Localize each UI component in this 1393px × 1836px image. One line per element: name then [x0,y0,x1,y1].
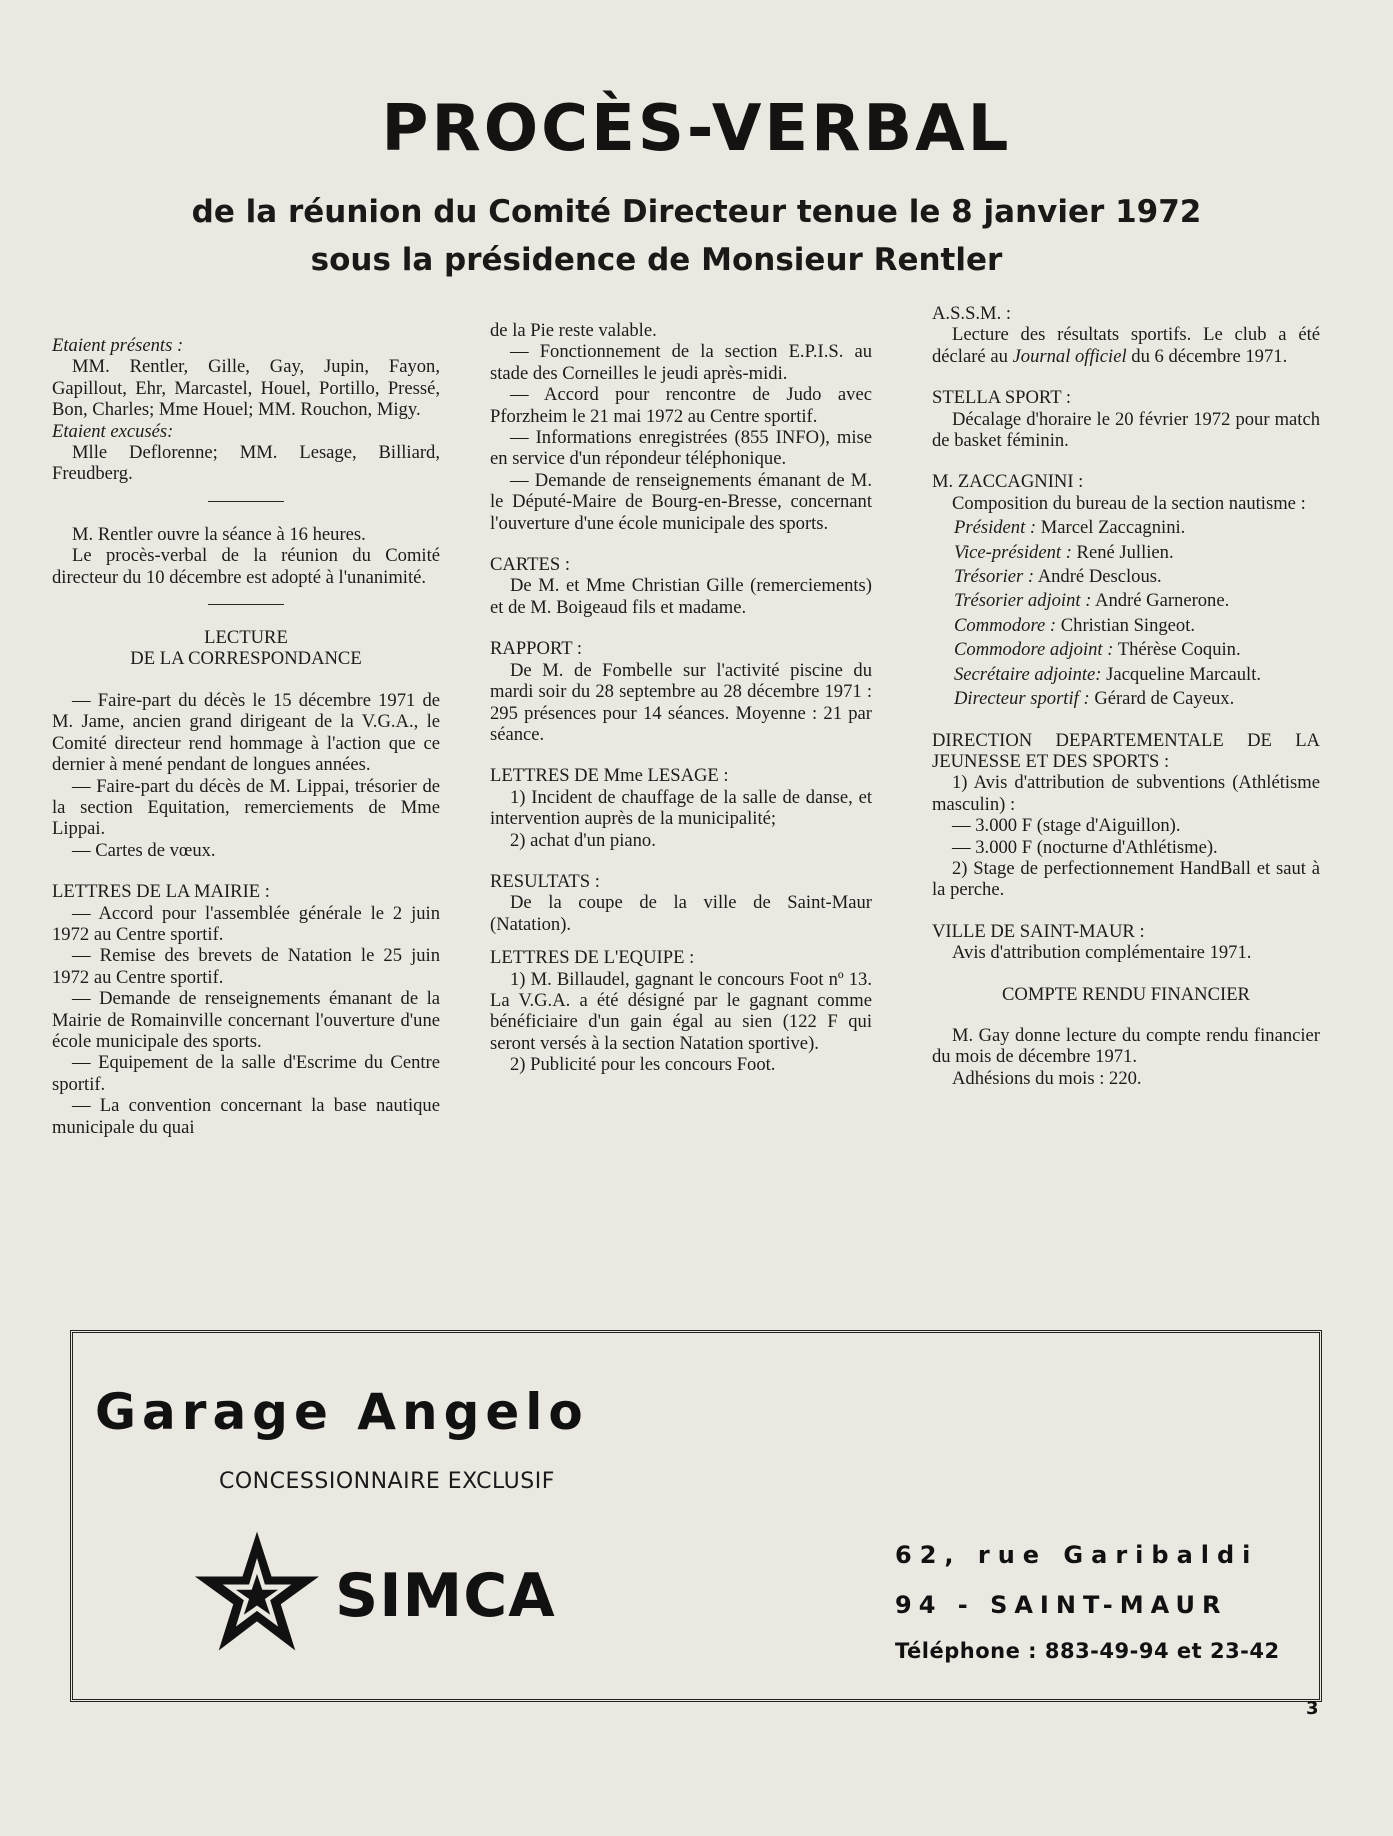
page-title: PROCÈS-VERBAL [381,92,1012,166]
paragraph: De la coupe de la ville de Saint-Maur (Natation). [490,892,872,935]
section-heading: VILLE DE SAINT-MAUR : [932,920,1145,942]
paragraph: — Fonctionnement de la section E.P.I.S. au stade des Corneilles le jeudi après-midi. [490,341,872,384]
role-holder: René Jullien. [1076,541,1174,563]
role-title: Président : [954,517,1037,539]
paragraph: — Informations enregistrées (855 INFO), mise en service d'un répondeur téléphonique. [490,427,872,470]
paragraph: — Accord pour rencontre de Judo avec Pforzheim le 21 mai 1972 au Centre sportif. [490,384,872,427]
bureau-role-item [932,639,1320,660]
paragraph: — Demande de renseignements émanant de M. le Député-Maire de Bourg-en-Bresse, concernant l'ouverture d'une école municipale des sports. [490,469,872,534]
paragraph: de la Pie reste valable. [490,320,657,341]
paragraph: — Faire-part du décès de M. Lippai, trésorier de la section Equitation, remerciements de Mme Lippai. [52,775,440,840]
paragraph: 1) Incident de chauffage de la salle de danse, et intervention auprès de la municipalité; [490,786,872,830]
paragraph: Adhésions du mois : 220. [952,1067,1142,1089]
page-subtitle-2: sous la présidence de Monsieur Rentler [310,242,1003,278]
simca-star-icon [191,1529,323,1661]
paragraph: De M. de Fombelle sur l'activité piscine du mardi soir du 28 septembre au 28 décembre 1971 : 295 présences pour 14 séances. Moyenne : 21 par séance. [490,659,872,745]
paragraph: 1) Avis d'attribution de subventions (Athlétisme masculin) : [932,772,1320,815]
journal-officiel: Journal officiel [1012,345,1127,367]
excuses-text: Mlle Deflorenne; MM. Lesage, Billiard, Freudberg. [52,442,440,485]
role-title: Vice-président : [954,541,1072,563]
paragraph: — La convention concernant la base nautique municipale du quai [52,1095,440,1138]
section-heading: STELLA SPORT : [932,387,1072,409]
role-holder: Jacqueline Marcault. [1106,663,1262,685]
bureau-roles [932,517,1320,709]
section-heading: LETTRES DE LA MAIRIE : [52,881,270,903]
section-heading: DE LA CORRESPONDANCE [130,648,362,670]
paragraph: — Accord pour l'assemblée générale le 2 juin 1972 au Centre sportif. [52,902,440,945]
paragraph: — Demande de renseignements émanant de la Mairie de Romainville concernant l'ouverture d'une école municipale des sports. [52,988,440,1052]
presents-text: MM. Rentler, Gille, Gay, Jupin, Fayon, Gapillout, Ehr, Marcastel, Houel, Portillo, Pressé, Bon, Charles; Mme Houel; MM. Rouchon, Migy. [52,356,440,421]
section-heading: DIRECTION DEPARTEMENTALE DE LA JEUNESSE ET DES SPORTS : [932,729,1320,772]
role-holder: André Desclous. [1037,566,1162,588]
ad-phone: Téléphone : 883-49-94 et 23-42 [895,1639,1280,1663]
page-number: 3 [1306,1698,1319,1719]
bureau-role-item [932,664,1320,685]
section-heading: M. ZACCAGNINI : [932,471,1084,493]
section-heading: LETTRES DE Mme LESAGE : [490,765,729,787]
bureau-role-item [932,566,1320,587]
column-3 [932,303,1320,1089]
garage-advertisement [70,1330,1322,1702]
paragraph: Avis d'attribution complémentaire 1971. [952,942,1252,964]
excuses-label: Etaient excusés: [52,420,174,442]
role-holder: Christian Singeot. [1060,614,1196,636]
ad-address-city: 94 - SAINT-MAUR [895,1591,1228,1619]
pv-text: Le procès-verbal de la réunion du Comité directeur du 10 décembre est adopté à l'unanimité. [52,545,440,588]
role-holder: Marcel Zaccagnini. [1040,517,1186,539]
section-heading: LECTURE [204,627,288,649]
bureau-role-item [932,688,1320,709]
section-heading: RESULTATS : [490,870,600,892]
bureau-role-item [932,517,1320,538]
column-2 [490,320,872,1076]
bureau-role-item [932,615,1320,636]
section-heading: A.S.S.M. : [932,303,1012,324]
paragraph: — 3.000 F (nocturne d'Athlétisme). [952,836,1218,858]
ouverture-text: M. Rentler ouvre la séance à 16 heures. [72,523,366,545]
presents-label: Etaient présents : [52,335,184,356]
paragraph: 2) achat d'un piano. [510,829,656,851]
paragraph: Composition du bureau de la section nautisme : [952,492,1306,514]
paragraph: — 3.000 F (stage d'Aiguillon). [952,815,1181,837]
role-title: Trésorier adjoint : [954,590,1092,612]
bureau-role-item [932,590,1320,611]
role-title: Commodore : [954,614,1057,636]
column-1 [52,335,440,1138]
paragraph: — Equipement de la salle d'Escrime du Centre sportif. [52,1052,440,1095]
divider [208,501,284,502]
paragraph: — Cartes de vœux. [72,839,216,861]
ad-tagline: CONCESSIONNAIRE EXCLUSIF [219,1469,555,1494]
section-heading: LETTRES DE L'EQUIPE : [490,947,695,969]
section-heading: COMPTE RENDU FINANCIER [1002,983,1250,1005]
divider [208,604,284,605]
paragraph: Lecture des résultats sportifs. Le club a été déclaré au Journal officiel du 6 décembre 1971. [932,324,1320,367]
paragraph: 2) Publicité pour les concours Foot. [510,1054,776,1076]
ad-address-street: 62, rue Garibaldi [895,1541,1259,1569]
paragraph: 1) M. Billaudel, gagnant le concours Foot nº 13. La V.G.A. a été désigné par le gagnant comme bénéficiaire d'un gain égal au sien (122 F qui seront versés à la section Natation sportive). [490,968,872,1054]
paragraph: Décalage d'horaire le 20 février 1972 pour match de basket féminin. [932,408,1320,452]
role-holder: Gérard de Cayeux. [1094,688,1235,710]
role-title: Secrétaire adjointe: [954,663,1102,685]
role-holder: Thérèse Coquin. [1117,639,1241,661]
paragraph: De M. et Mme Christian Gille (remerciements) et de M. Boigeaud fils et madame. [490,575,872,618]
paragraph: — Remise des brevets de Natation le 25 juin 1972 au Centre sportif. [52,945,440,988]
role-title: Directeur sportif : [954,688,1090,710]
section-heading: CARTES : [490,554,570,576]
ad-garage-name: Garage Angelo [95,1383,589,1441]
section-heading: RAPPORT : [490,638,583,660]
paragraph: M. Gay donne lecture du compte rendu financier du mois de décembre 1971. [932,1024,1320,1068]
role-title: Commodore adjoint : [954,639,1114,661]
ad-brand: SIMCA [335,1561,556,1631]
role-title: Trésorier : [954,566,1035,588]
bureau-role-item [932,542,1320,563]
page-subtitle: de la réunion du Comité Directeur tenue le 8 janvier 1972 [191,194,1202,230]
role-holder: André Garnerone. [1095,590,1230,612]
paragraph: — Faire-part du décès le 15 décembre 1971 de M. Jame, ancien grand dirigeant de la V.G.A., le Comité directeur rend hommage à l'action que ce dernier à mené pendant de longues années. [52,689,440,776]
paragraph: 2) Stage de perfectionnement HandBall et saut à la perche. [932,857,1320,901]
